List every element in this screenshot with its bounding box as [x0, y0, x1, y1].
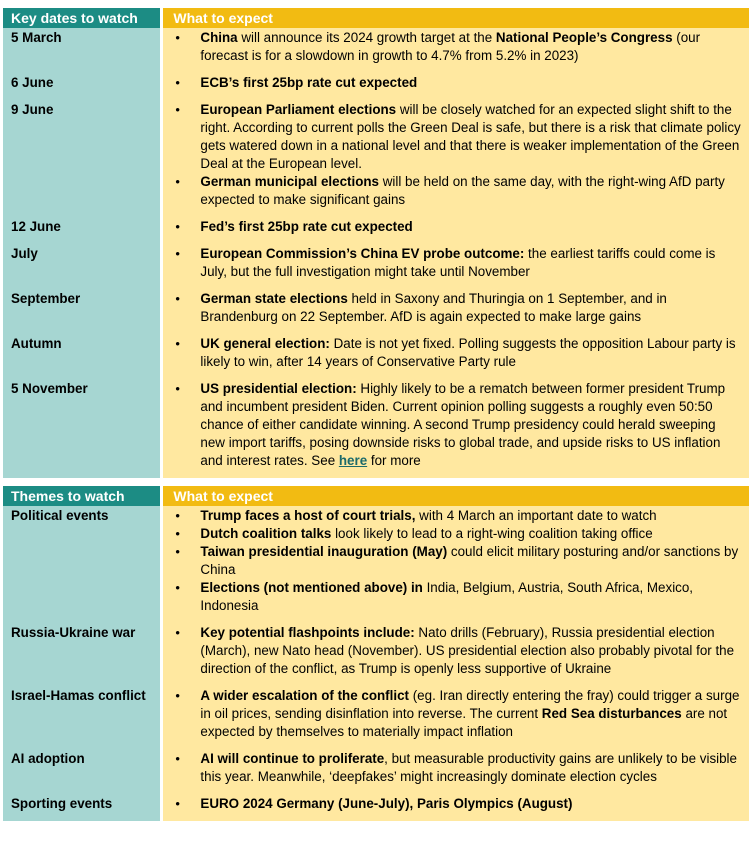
themes-table	[3, 486, 749, 821]
expectation-cell	[163, 334, 749, 379]
bold-text: Red Sea disturbances	[541, 706, 682, 721]
bullet-list	[173, 380, 741, 470]
bullet-item	[173, 218, 741, 236]
row-label: 12 June	[11, 219, 61, 234]
row-label: Russia-Ukraine war	[11, 625, 136, 640]
row-label-cell	[3, 686, 160, 749]
key-dates-expect-header: What to expect	[163, 8, 749, 28]
bullet-list	[173, 507, 741, 615]
bold-text: UK general election:	[200, 336, 330, 351]
text-run: will announce its 2024 growth target at the	[237, 30, 496, 45]
table-row	[3, 289, 749, 334]
expectation-cell	[163, 379, 749, 478]
text-run: held in Saxony and Thuringia on 1 September, and in Brandenburg on 22 September. AfD is again expected to make large gains	[200, 291, 667, 324]
key-dates-header-row	[3, 8, 749, 28]
text-run: Highly likely to be a rematch between former president Trump and incumbent president Biden. Current opinion polling suggests a roughly even 50:50 chance of either candidate winning. A second Trump presidency could herald sweeping new import tariffs, posing downside risks to global trade, and upside risks to US inflation and interest rates. See	[200, 381, 726, 468]
bold-text: A wider escalation of the conflict	[200, 688, 409, 703]
themes-header-label: Themes to watch	[3, 486, 160, 506]
row-label-cell	[3, 73, 160, 100]
row-label: 9 June	[11, 102, 54, 117]
bullet-item	[173, 543, 741, 579]
bullet-item	[173, 750, 741, 786]
row-label-cell	[3, 749, 160, 794]
bullet-list	[173, 750, 741, 786]
bold-text: German municipal elections	[200, 174, 380, 189]
bullet-item	[173, 29, 741, 65]
row-label: 5 November	[11, 381, 88, 396]
bold-text: Taiwan presidential inauguration (May)	[200, 544, 448, 559]
themes-expect-header: What to expect	[163, 486, 749, 506]
bullet-item	[173, 624, 741, 678]
bullet-list	[173, 74, 741, 92]
row-label-cell	[3, 623, 160, 686]
row-label-cell	[3, 794, 160, 821]
text-run: will be closely watched for an expected slight shift to the right. According to current polls the Green Deal is safe, but there is a risk that climate policy gets watered down in a national level and that there is weaker implementation of the Green Deal at the European level.	[200, 102, 741, 171]
bold-text: US presidential election:	[200, 381, 357, 396]
key-dates-header-label: Key dates to watch	[3, 8, 160, 28]
expectation-cell	[163, 217, 749, 244]
expectation-cell	[163, 289, 749, 334]
text-run: will be held on the same day, with the right-wing AfD party expected to make significant gains	[200, 174, 725, 207]
text-run: , but measurable productivity gains are unlikely to be visible this year. Meanwhile, ‘deepfakes’ might increasingly dominate election cycles	[200, 751, 737, 784]
bullet-list	[173, 290, 741, 326]
row-label: September	[11, 291, 81, 306]
row-label-cell	[3, 217, 160, 244]
bold-text: Dutch coalition talks	[200, 526, 332, 541]
bullet-item	[173, 335, 741, 371]
row-label-cell	[3, 289, 160, 334]
expectation-cell	[163, 73, 749, 100]
table-row	[3, 749, 749, 794]
table-row	[3, 244, 749, 289]
themes-rows	[3, 506, 749, 821]
bold-text: European Commission’s China EV probe outcome:	[200, 246, 525, 261]
bullet-list	[173, 795, 741, 813]
text-run: look likely to lead to a right-wing coalition taking office	[331, 526, 653, 541]
bold-text: Trump faces a host of court trials,	[200, 508, 416, 523]
text-run: for more	[367, 453, 421, 468]
bullet-item	[173, 687, 741, 741]
row-label: Sporting events	[11, 796, 113, 811]
key-dates-table	[3, 8, 749, 478]
table-row	[3, 73, 749, 100]
expectation-cell	[163, 506, 749, 623]
key-dates-rows	[3, 28, 749, 478]
expectation-cell	[163, 28, 749, 73]
bold-text: Elections (not mentioned above) in	[200, 580, 423, 595]
table-row	[3, 506, 749, 623]
more-info-link[interactable]: here	[338, 453, 368, 468]
bold-text: Key potential flashpoints include:	[200, 625, 415, 640]
text-run: Nato drills (February), Russia presidential election (March), new Nato head (November). US presidential election also probably pivotal for the direction of the conflict, as Trump is openly less supportive of Ukraine	[200, 625, 735, 676]
table-row	[3, 28, 749, 73]
bullet-item	[173, 525, 741, 543]
row-label-cell	[3, 379, 160, 478]
bold-text: Fed’s first 25bp rate cut expected	[200, 219, 413, 234]
text-run: (our forecast is for a slowdown in growth to 4.7% from 5.2% in 2023)	[200, 30, 701, 63]
bold-text: China	[200, 30, 238, 45]
row-label-cell	[3, 334, 160, 379]
text-run: are not expected by themselves to materially impact inflation	[200, 706, 728, 739]
bullet-list	[173, 245, 741, 281]
text-run: the earliest tariffs could come is July, but the full investigation might take until November	[200, 246, 716, 279]
bullet-item	[173, 101, 741, 173]
expectation-cell	[163, 749, 749, 794]
table-row	[3, 623, 749, 686]
row-label-cell	[3, 100, 160, 217]
bullet-list	[173, 624, 741, 678]
expectation-cell	[163, 100, 749, 217]
row-label-cell	[3, 506, 160, 623]
bold-text: AI will continue to proliferate	[200, 751, 385, 766]
bold-text: EURO 2024 Germany (June-July), Paris Olympics (August)	[200, 796, 573, 811]
bullet-list	[173, 101, 741, 209]
text-run: could elicit military posturing and/or sanctions by China	[200, 544, 739, 577]
bullet-item	[173, 173, 741, 209]
row-label: Autumn	[11, 336, 62, 351]
row-label: AI adoption	[11, 751, 85, 766]
row-label-cell	[3, 244, 160, 289]
expectation-cell	[163, 623, 749, 686]
themes-header-row	[3, 486, 749, 506]
text-run: Date is not yet fixed. Polling suggests the opposition Labour party is likely to win, after 14 years of Conservative Party rule	[200, 336, 736, 369]
row-label: 6 June	[11, 75, 54, 90]
bullet-item	[173, 74, 741, 92]
bullet-item	[173, 290, 741, 326]
text-run: India, Belgium, Austria, South Africa, Mexico, Indonesia	[200, 580, 694, 613]
bullet-item	[173, 380, 741, 470]
bullet-item	[173, 245, 741, 281]
bold-text: ECB’s first 25bp rate cut expected	[200, 75, 418, 90]
bullet-list	[173, 335, 741, 371]
table-row	[3, 217, 749, 244]
row-label: July	[11, 246, 38, 261]
expectation-cell	[163, 686, 749, 749]
table-row	[3, 686, 749, 749]
bullet-list	[173, 218, 741, 236]
bold-text: National People’s Congress	[495, 30, 673, 45]
row-label: Political events	[11, 508, 109, 523]
bullet-item	[173, 579, 741, 615]
text-run: (eg. Iran directly entering the fray) could trigger a surge in oil prices, sending disinflation into reverse. The current	[200, 688, 740, 721]
bullet-item	[173, 795, 741, 813]
row-label: 5 March	[11, 30, 62, 45]
bold-text: German state elections	[200, 291, 348, 306]
table-row	[3, 794, 749, 821]
bullet-list	[173, 687, 741, 741]
bold-text: European Parliament elections	[200, 102, 397, 117]
row-label-cell	[3, 28, 160, 73]
expectation-cell	[163, 244, 749, 289]
bullet-list	[173, 29, 741, 65]
table-row	[3, 334, 749, 379]
text-run: with 4 March an important date to watch	[415, 508, 657, 523]
row-label: Israel-Hamas conflict	[11, 688, 146, 703]
table-row	[3, 100, 749, 217]
table-row	[3, 379, 749, 478]
bullet-item	[173, 507, 741, 525]
expectation-cell	[163, 794, 749, 821]
